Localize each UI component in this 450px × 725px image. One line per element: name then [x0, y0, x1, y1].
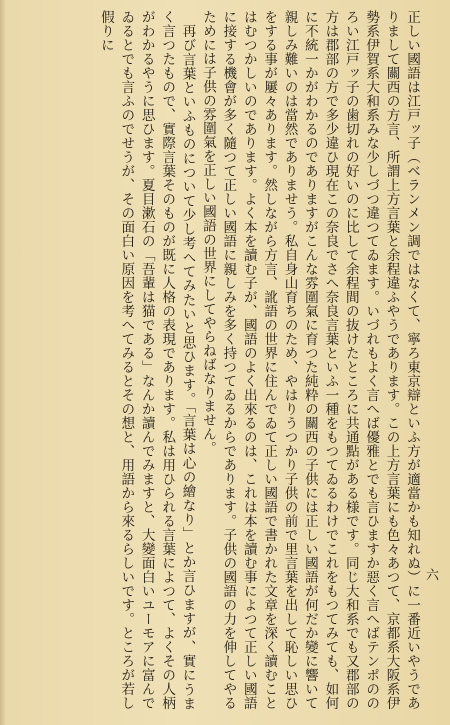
page-shadow [0, 0, 6, 725]
page-number: 六 [423, 568, 438, 581]
paragraph-dialects: 正しい國語は江戸ッ子（ベランメン調ではなくて、寧ろ東京辯といふ方が適當かも知れぬ）に一番近いやうでありまして關西の方言、所謂上方言葉と余程違ふやうであります。この上方言葉にも色々あつて、京都系大阪系伊勢系伊賀系大和系みな少しづつ違つてゐます。いづれもよく言へば優雅とでも言ひますか惡く言へばテンポののろい江戸ッ子の歯切れの好いのに比して余程間の抜けたところに共通點がある様です。同じ大和系でも又郡部の方は郡部の方で多少違ひ現在この奈良でさへ奈良言葉といふ一種をもつてゐるわけでこれをもつてみても、如何に不統一かがわかるのでありますがこんな雰圍氣に育つた純粋の關西の子供には正しい國語が何だか變に響いて親しみ難いのは當然でありませう。私自身山育ちのため、やはりうつかり子供の前で里言葉を出して恥しい思ひをする事が屢々あります。然しながら方言、訛語の世界に住んでゐて正しい國語で書かれた文章を深く讀むことはむつかしいのであります。よく本を讀む子が、國語のよく出來るのは、これは本を讀む事によつて正しい國語に接する機會が多く隨つて正しい國語に親しみを多く持つてゐるからであります。子供の國語の力を伸してやるためには子供の雰圍氣を正しい國語の世界にしてやらねばなりません。 [199, 10, 420, 710]
paragraph-language-character: 再び言葉といふものについて少し考へてみたいと思ひます。「言葉は心の繪なり」とか言ひますが、實にうまく言つたもので、實際言葉そのものが既に人格の表現であります。私は用ひられる言葉によつて、よくその人柄がわかるやうに思ひます。夏目漱石の「吾輩は猫である」なんか讀んでみますと、大變面白いユーモアに富んでゐるとでも言ふのでせうが、その面白い原因を考へてみるとその想と、用語から來るらしいです。ところが若し假りに [97, 10, 196, 710]
vertical-text-body [10, 10, 422, 710]
